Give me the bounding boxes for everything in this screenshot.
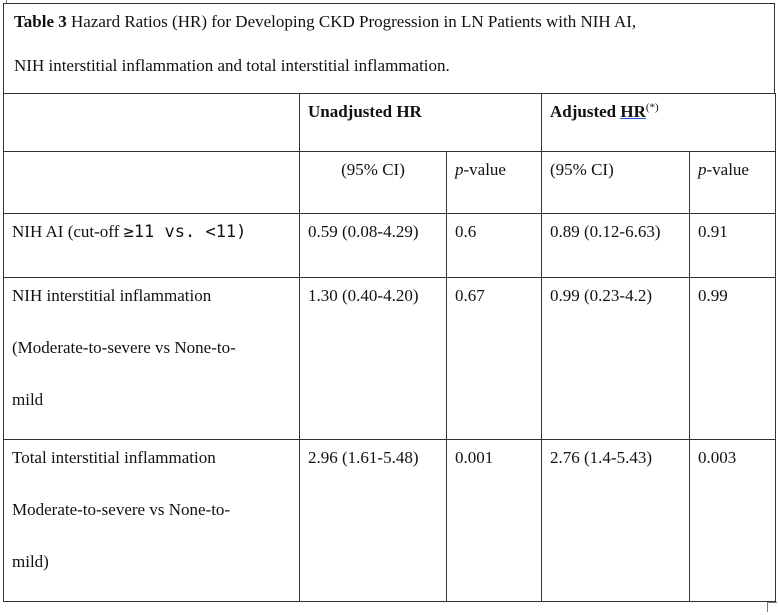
unadjusted-hr-value: 2.96 (1.61-5.48)	[300, 440, 447, 602]
table-row	[4, 440, 776, 602]
table-caption	[3, 3, 775, 94]
adjusted-hr-prefix: Adjusted	[550, 102, 621, 121]
row-label-prefix: NIH AI (cut-off	[12, 222, 124, 241]
table-subheader-row	[4, 152, 776, 214]
row-label-cutoff: ≥11 vs. <11)	[123, 222, 247, 242]
subheader-ci-adjusted: (95% CI)	[542, 152, 690, 214]
header-empty-cell	[4, 94, 300, 152]
subheader-empty-cell	[4, 152, 300, 214]
adjusted-p-value: 0.003	[690, 440, 776, 602]
caption-text: Hazard Ratios (HR) for Developing CKD Progression in LN Patients with NIH AI,	[66, 12, 637, 31]
caption-label: Table 3	[14, 12, 67, 31]
header-adjusted	[542, 94, 776, 152]
hazard-ratio-table	[3, 93, 776, 602]
caption-line-1	[14, 9, 636, 35]
unadjusted-hr-label: Unadjusted HR	[308, 102, 422, 121]
table-row	[4, 214, 776, 278]
caption-line-2: NIH interstitial inflammation and total interstitial inflammation.	[14, 56, 450, 75]
row-label	[4, 440, 300, 602]
subheader-p-adjusted	[690, 152, 776, 214]
adjusted-hr-value: 0.99 (0.23-4.2)	[542, 278, 690, 440]
adjusted-hr-value: 2.76 (1.4-5.43)	[542, 440, 690, 602]
subheader-p-unadjusted	[447, 152, 542, 214]
row-label-line: Total interstitial inflammation	[12, 448, 216, 467]
p-italic: p	[698, 160, 707, 179]
row-label	[4, 278, 300, 440]
unadjusted-p-value: 0.67	[447, 278, 542, 440]
row-label-line: mild)	[12, 552, 49, 571]
adjusted-hr-link: HR	[620, 102, 646, 121]
header-unadjusted	[300, 94, 542, 152]
adjusted-p-value: 0.99	[690, 278, 776, 440]
p-italic: p	[455, 160, 464, 179]
adjusted-p-value: 0.91	[690, 214, 776, 278]
adjusted-hr-footnote-mark: (*)	[645, 101, 659, 114]
unadjusted-p-value: 0.6	[447, 214, 542, 278]
row-label-line: NIH interstitial inflammation	[12, 286, 212, 305]
crop-mark	[767, 602, 777, 612]
adjusted-hr-value: 0.89 (0.12-6.63)	[542, 214, 690, 278]
unadjusted-hr-value: 1.30 (0.40-4.20)	[300, 278, 447, 440]
unadjusted-p-value: 0.001	[447, 440, 542, 602]
unadjusted-hr-value: 0.59 (0.08-4.29)	[300, 214, 447, 278]
row-label-line: mild	[12, 390, 44, 409]
row-label	[4, 214, 300, 278]
p-rest: -value	[706, 160, 749, 179]
table-row	[4, 278, 776, 440]
table-header-row	[4, 94, 776, 152]
row-label-line: (Moderate-to-severe vs None-to-	[12, 338, 236, 357]
p-rest: -value	[463, 160, 506, 179]
subheader-ci-unadjusted: (95% CI)	[300, 152, 447, 214]
row-label-line: Moderate-to-severe vs None-to-	[12, 500, 231, 519]
